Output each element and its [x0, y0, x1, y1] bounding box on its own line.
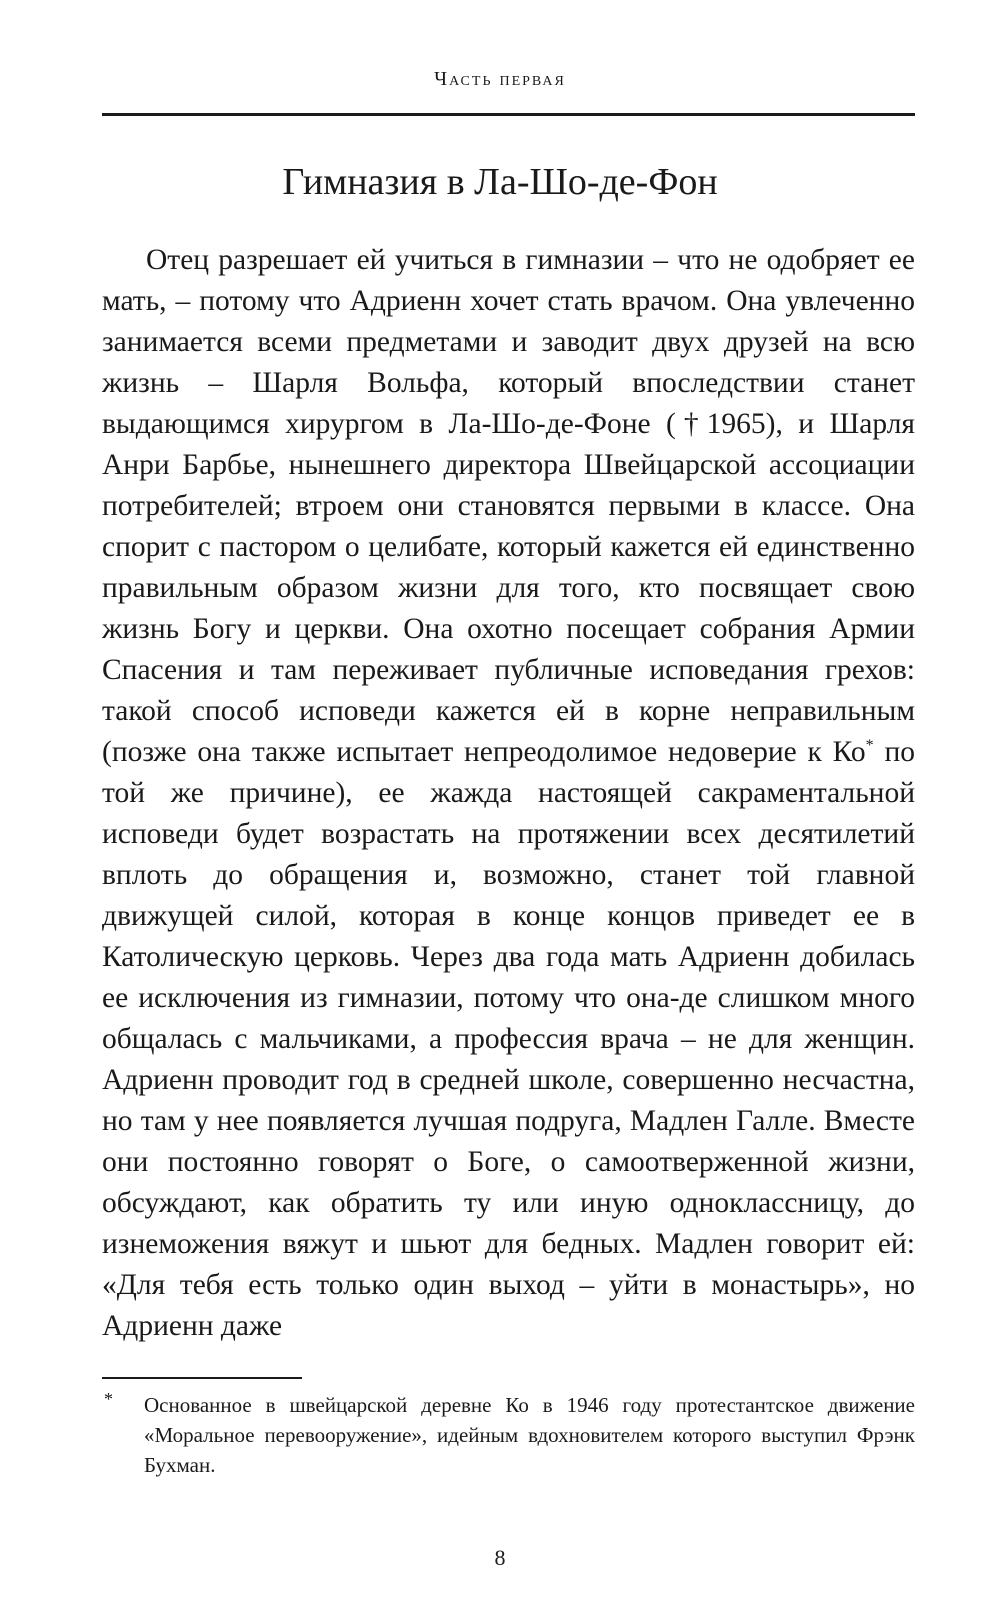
footnote — [102, 1390, 915, 1480]
header-rule — [102, 113, 915, 116]
body-paragraph — [102, 240, 915, 1347]
body-text-part-1: Отец разрешает ей учиться в гимназии – что не одобряет ее мать, – потому что Адриенн хочет стать врачом. Она увлеченно занимается всеми предметами и заводит двух друзей на всю жизнь – Шарля Вольфа, который впоследствии станет выдающимся хирургом в Ла-Шо-де-Фоне (†1965), и Шарля Анри Барбье, нынешнего директора Швейцарской ассоциации потребителей; втроем они становятся первыми в классе. Она спорит с пастором о целибате, который кажется ей единственно правильным образом жизни для того, кто посвящает свою жизнь Богу и церкви. Она охотно посещает собрания Армии Спасения и там переживает публичные исповедания грехов: такой способ исповеди кажется ей в корне неправильным (позже она также испытает непреодолимое недоверие к Ко — [102, 244, 915, 768]
chapter-title: Гимназия в Ла-Шо-де-Фон — [282, 161, 718, 203]
page-number: 8 — [494, 1545, 506, 1570]
footnote-text: Основанное в швейцарской деревне Ко в 1946 году протестантское движение «Моральное перевооружение», идейным вдохновителем которого выступил Фрэнк Бухман. — [144, 1393, 915, 1477]
footnote-rule — [102, 1377, 302, 1379]
body-text-part-2: по той же причине), ее жажда настоящей сакраментальной исповеди будет возрастать на протяжении всех десятилетий вплоть до обращения и, возможно, станет той главной движущей силой, которая в конце концов приведет ее в Католическую церковь. Через два года мать Адриенн добилась ее исключения из гимназии, потому что она-де слишком много общалась с мальчиками, а профессия врача – не для женщин. Адриенн проводит год в средней школе, совершенно несчастна, но там у нее появляется лучшая подруга, Мадлен Галле. Вместе они постоянно говорят о Боге, о самоотверженной жизни, обсуждают, как обратить ту или иную одноклассницу, до изнеможения вяжут и шьют для бедных. Мадлен говорит ей: «Для тебя есть только один выход – уйти в монастырь», но Адриенн даже — [102, 736, 915, 1342]
footnote-reference-mark: * — [865, 737, 874, 755]
footnote-mark: * — [104, 1389, 113, 1409]
running-head: Часть первая — [434, 68, 566, 90]
